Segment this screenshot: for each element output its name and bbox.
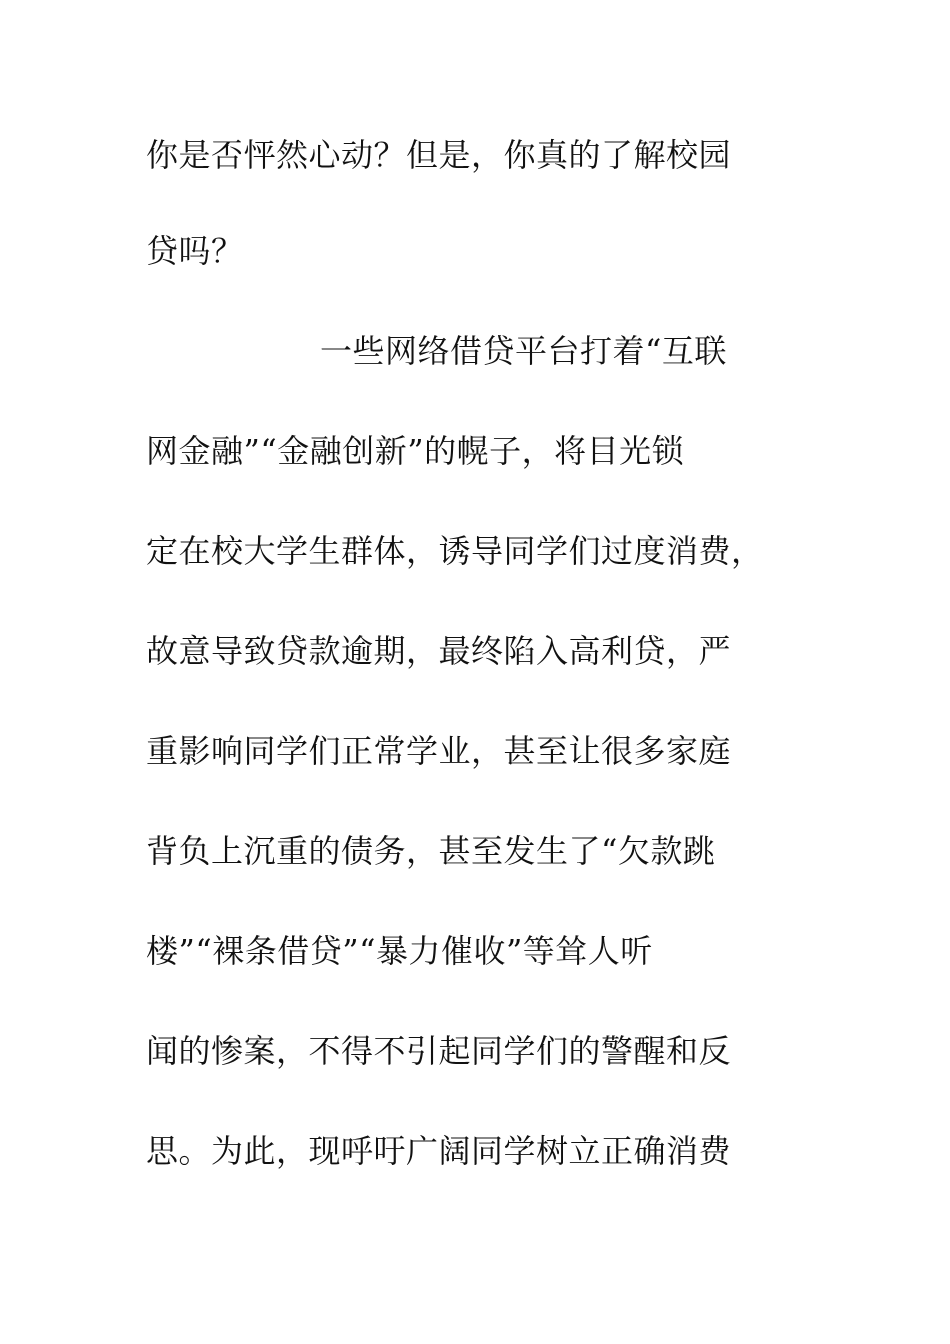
text-line: 楼”“裸条借贷”“暴力催收”等耸人听 — [146, 932, 653, 970]
text-line: 闻的惨案，不得不引起同学们的警醒和反 — [146, 1032, 732, 1070]
text-line: 思。为此，现呼吁广阔同学树立正确消费 — [146, 1132, 732, 1170]
text-line: 定在校大学生群体，诱导同学们过度消费， — [146, 532, 764, 570]
text-line: 背负上沉重的债务，甚至发生了“欠款跳 — [146, 832, 716, 870]
paragraph-start-line: 一些网络借贷平台打着“互联 — [320, 332, 727, 370]
text-line: 网金融”“金融创新”的幌子，将目光锁 — [146, 432, 685, 470]
text-line: 重影响同学们正常学业，甚至让很多家庭 — [146, 732, 732, 770]
text-line: 你是否怦然心动？但是，你真的了解校园 — [146, 136, 732, 174]
text-line: 贷吗？ — [146, 232, 244, 270]
text-line: 故意导致贷款逾期，最终陷入高利贷，严 — [146, 632, 732, 670]
